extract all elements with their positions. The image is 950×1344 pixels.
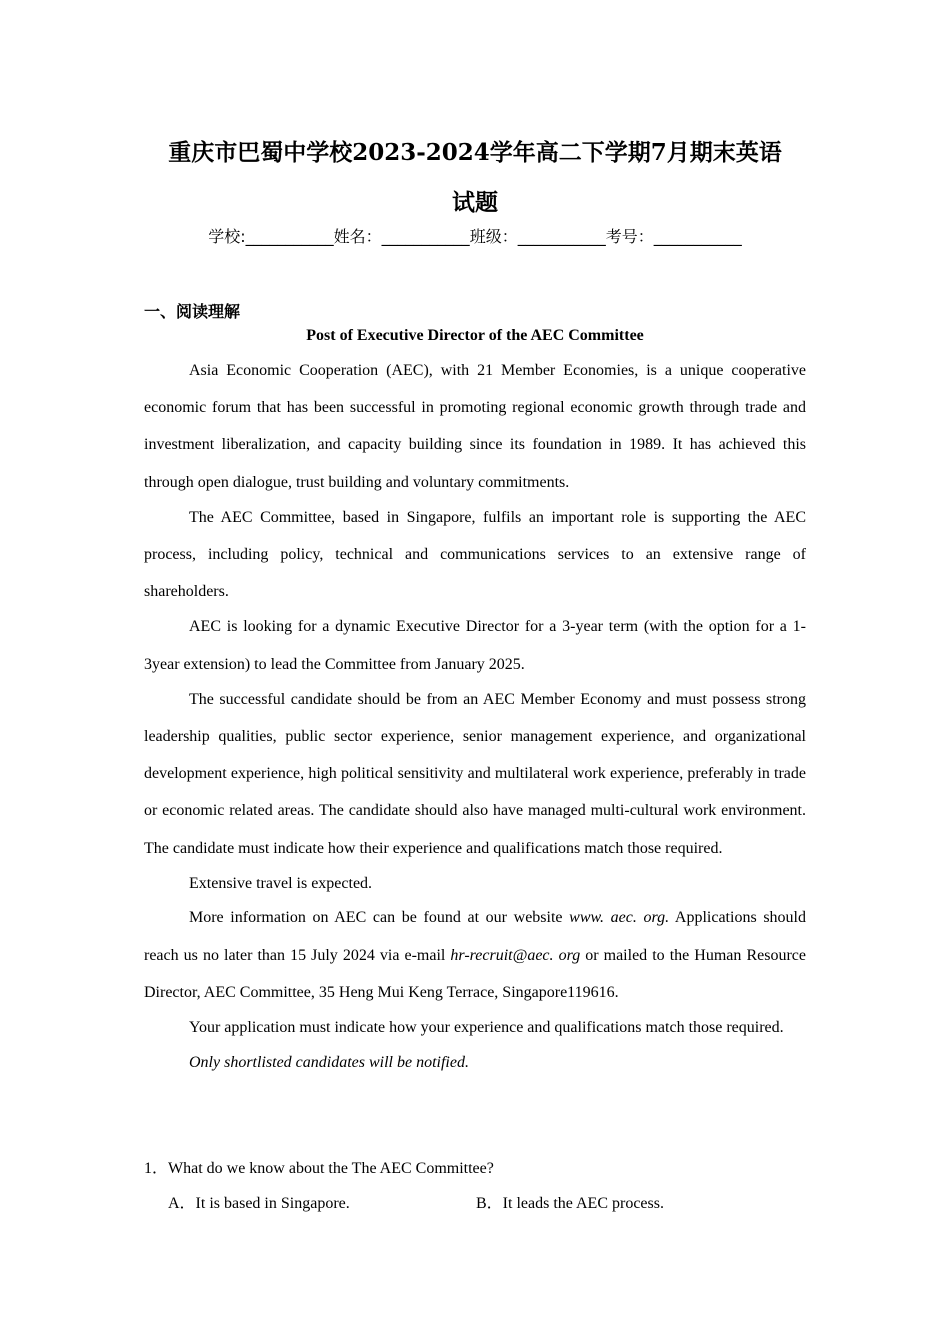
title-line-1: 重庆市巴蜀中学校2023-2024学年高二下学期7月期末英语 [168, 139, 782, 166]
email-address: hr-recruit@aec. org [450, 946, 581, 964]
question-1-stem: 1．What do we know about the The AEC Committee? [144, 1160, 494, 1177]
class-field: 班级：___________ [469, 227, 606, 246]
paragraph-8: Only shortlisted candidates will be notified. [189, 1054, 469, 1072]
exam-number-field: 考号：___________ [605, 227, 742, 246]
student-info-line [0, 226, 950, 248]
paragraph-5: Extensive travel is expected. [189, 874, 373, 892]
section-heading: 一、阅读理解 [144, 302, 241, 321]
paragraph-4: The successful candidate should be from an AEC Member Economy and must possess strong leadership qualities, public sector experience, senior management experience, and organizational development experience, high political sensitivity and multilateral work experience, preferably in trade or economic related areas. The candidate should also have managed multi-cultural work environment. The candidate must indicate how their experience and qualifications match those required. [144, 690, 806, 857]
name-field: 姓名：___________ [333, 227, 470, 246]
paragraph-2: The AEC Committee, based in Singapore, fulfils an important role is supporting the AEC process, including policy, technical and communications services to an extensive range of shareholders. [144, 508, 806, 601]
paragraph-6: More information on AEC can be found at our website www. aec. org. Applications should reach us no later than 15 July 2024 via e-mail hr-recruit@aec. org or mailed to the Human Resource Director, AEC Committee, 35 Heng Mui Keng Terrace, Singapore119616. [144, 909, 806, 1001]
paragraph-3: AEC is looking for a dynamic Executive Director for a 3-year term (with the option for a 1-3year extension) to lead the Committee from January 2025. [144, 618, 806, 673]
exam-title [140, 128, 810, 228]
passage-body [144, 352, 806, 1081]
question-1-option-a: A．It is based in Singapore. [168, 1195, 350, 1212]
question-1-option-b: B．It leads the AEC process. [476, 1195, 664, 1212]
school-field: 学校:___________ [208, 227, 334, 246]
passage-title: Post of Executive Director of the AEC Committee [306, 327, 644, 344]
paragraph-1: Asia Economic Cooperation (AEC), with 21 Member Economies, is a unique cooperative economic forum that has been successful in promoting regional economic growth through trade and investment liberalization, and capacity building since its foundation in 1989. It has achieved this through open dialogue, trust building and voluntary commitments. [144, 362, 806, 491]
website-link: www. aec. org. [569, 909, 670, 927]
paragraph-7: Your application must indicate how your experience and qualifications match those required. [189, 1018, 784, 1036]
title-line-2: 试题 [452, 189, 498, 216]
